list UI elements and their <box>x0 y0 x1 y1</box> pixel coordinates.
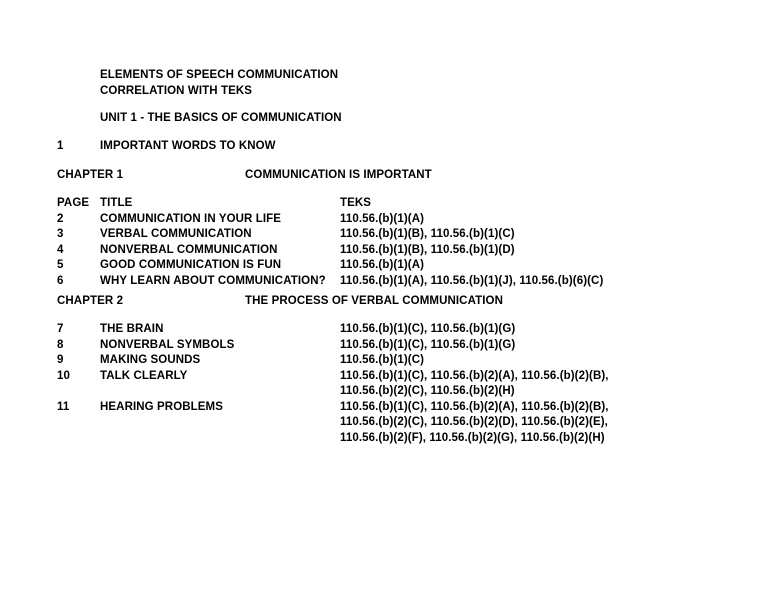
words-section-number: 1 <box>57 140 64 152</box>
table-row <box>0 338 768 354</box>
row-title: WHY LEARN ABOUT COMMUNICATION? <box>100 274 326 287</box>
heading-line-1: ELEMENTS OF SPEECH COMMUNICATION <box>100 69 339 81</box>
row-title: THE BRAIN <box>100 323 164 335</box>
row-page: 7 <box>57 323 64 335</box>
row-teks-continued: 110.56.(b)(2)(F), 110.56.(b)(2)(G), 110.56.(b)(2)(H) <box>340 431 605 444</box>
table-row <box>0 258 768 274</box>
column-header-teks: TEKS <box>340 197 372 209</box>
row-title: HEARING PROBLEMS <box>100 400 223 413</box>
heading-line-2: CORRELATION WITH TEKS <box>100 84 253 97</box>
chapter-1-title: COMMUNICATION IS IMPORTANT <box>245 169 432 181</box>
row-page: 10 <box>57 369 70 382</box>
row-title: NONVERBAL SYMBOLS <box>100 338 235 351</box>
table-row <box>0 274 768 290</box>
table-row <box>0 369 768 385</box>
row-page: 2 <box>57 212 64 225</box>
row-teks: 110.56.(b)(1)(C), 110.56.(b)(2)(A), 110.56.(b)(2)(B), <box>340 369 609 382</box>
row-page: 3 <box>57 228 64 240</box>
table-row <box>0 353 768 369</box>
row-page: 4 <box>57 243 64 256</box>
document-heading <box>100 68 338 99</box>
row-title: NONVERBAL COMMUNICATION <box>100 243 278 256</box>
row-page: 8 <box>57 338 64 351</box>
chapter-2-title: THE PROCESS OF VERBAL COMMUNICATION <box>245 295 503 307</box>
row-title: MAKING SOUNDS <box>100 354 201 366</box>
row-page: 11 <box>57 400 70 413</box>
table-header-row <box>0 196 768 212</box>
table-row <box>0 400 768 416</box>
row-teks: 110.56.(b)(1)(B), 110.56.(b)(1)(C) <box>340 228 515 240</box>
row-teks: 110.56.(b)(1)(C) <box>340 354 425 366</box>
chapter-1-table <box>0 196 768 289</box>
row-teks: 110.56.(b)(1)(C), 110.56.(b)(1)(G) <box>340 338 516 351</box>
row-page: 5 <box>57 259 64 271</box>
row-page: 9 <box>57 354 64 366</box>
table-row-continuation <box>0 431 768 447</box>
row-teks: 110.56.(b)(1)(A) <box>340 212 425 225</box>
row-teks-continued: 110.56.(b)(2)(C), 110.56.(b)(2)(D), 110.56.(b)(2)(E), <box>340 416 608 428</box>
unit-heading <box>100 111 342 127</box>
column-header-page: PAGE <box>57 197 90 209</box>
row-title: COMMUNICATION IN YOUR LIFE <box>100 212 282 225</box>
words-section-label: IMPORTANT WORDS TO KNOW <box>100 140 276 152</box>
table-row-continuation <box>0 415 768 431</box>
chapter-1-label: CHAPTER 1 <box>57 169 124 181</box>
row-teks: 110.56.(b)(1)(A) <box>340 259 425 271</box>
row-teks: 110.56.(b)(1)(A), 110.56.(b)(1)(J), 110.56.(b)(6)(C) <box>340 274 604 287</box>
row-page: 6 <box>57 274 64 287</box>
row-title: TALK CLEARLY <box>100 369 188 382</box>
row-teks: 110.56.(b)(1)(C), 110.56.(b)(1)(G) <box>340 323 516 335</box>
row-title: VERBAL COMMUNICATION <box>100 228 252 240</box>
table-row-continuation <box>0 384 768 400</box>
column-header-title: TITLE <box>100 197 133 209</box>
table-row <box>0 227 768 243</box>
table-row <box>0 243 768 259</box>
table-row <box>0 212 768 228</box>
row-teks: 110.56.(b)(1)(B), 110.56.(b)(1)(D) <box>340 243 515 256</box>
row-teks-continued: 110.56.(b)(2)(C), 110.56.(b)(2)(H) <box>340 385 515 397</box>
table-row <box>0 322 768 338</box>
unit-title: UNIT 1 - THE BASICS OF COMMUNICATION <box>100 112 342 124</box>
chapter-2-label: CHAPTER 2 <box>57 295 124 307</box>
row-title: GOOD COMMUNICATION IS FUN <box>100 259 282 271</box>
chapter-2-table <box>0 322 768 446</box>
row-teks: 110.56.(b)(1)(C), 110.56.(b)(2)(A), 110.56.(b)(2)(B), <box>340 400 609 413</box>
